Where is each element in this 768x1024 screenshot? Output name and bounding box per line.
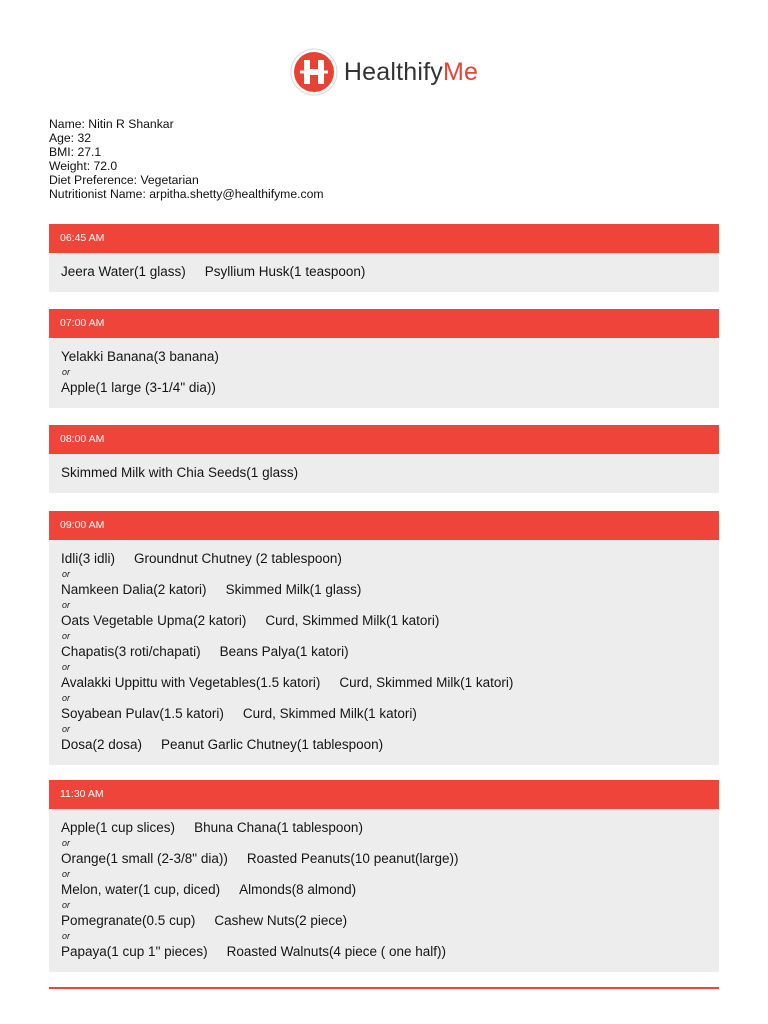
meal-option-row xyxy=(61,736,707,753)
food-item: Jeera Water(1 glass) xyxy=(61,264,186,279)
profile-weight: Weight: 72.0 xyxy=(49,158,118,173)
meal-option-row xyxy=(61,348,707,365)
or-separator: or xyxy=(62,931,71,941)
meal-option-row xyxy=(61,643,707,660)
or-separator: or xyxy=(62,838,71,848)
meal-option-row xyxy=(61,819,707,836)
food-item: Papaya(1 cup 1" pieces) xyxy=(61,944,208,959)
brand-name-main: Healthify xyxy=(343,57,443,86)
or-separator: or xyxy=(62,662,71,672)
food-item: Apple(1 cup slices) xyxy=(61,820,176,835)
food-item: Curd, Skimmed Milk(1 katori) xyxy=(242,706,417,721)
meal-time-header: 11:30 AM xyxy=(49,780,719,809)
food-item: Skimmed Milk with Chia Seeds(1 glass) xyxy=(61,465,299,480)
meal-time-header: 09:00 AM xyxy=(49,511,719,540)
food-item: Beans Palya(1 katori) xyxy=(219,644,349,659)
meal-option-row xyxy=(61,912,707,929)
or-separator: or xyxy=(62,367,71,377)
or-separator: or xyxy=(62,869,71,879)
food-item: Roasted Peanuts(10 peanut(large)) xyxy=(246,851,459,866)
profile-age: Age: 32 xyxy=(49,130,92,145)
meal-options xyxy=(49,809,719,972)
food-item: Roasted Walnuts(4 piece ( one half)) xyxy=(226,944,446,959)
food-item: Curd, Skimmed Milk(1 katori) xyxy=(339,675,514,690)
food-item: Cashew Nuts(2 piece) xyxy=(214,913,348,928)
food-item: Namkeen Dalia(2 katori) xyxy=(61,582,207,597)
or-separator: or xyxy=(62,569,71,579)
meal-option-row xyxy=(61,943,707,960)
food-item: Orange(1 small (2-3/8" dia)) xyxy=(61,851,228,866)
meal-section xyxy=(49,425,719,493)
food-item: Idli(3 idli) xyxy=(61,551,116,566)
meal-section xyxy=(49,511,719,765)
or-separator: or xyxy=(62,693,71,703)
food-item: Skimmed Milk(1 glass) xyxy=(225,582,362,597)
food-item: Peanut Garlic Chutney(1 tablespoon) xyxy=(161,737,384,752)
meal-time-header: 08:00 AM xyxy=(49,425,719,454)
food-item: Oats Vegetable Upma(2 katori) xyxy=(61,613,247,628)
food-item: Apple(1 large (3-1/4" dia)) xyxy=(61,380,216,395)
meal-section xyxy=(49,224,719,292)
healthifyme-logo-icon xyxy=(290,48,338,96)
meal-option-row xyxy=(61,263,707,280)
meal-option-row xyxy=(61,550,707,567)
brand-logo xyxy=(0,48,768,96)
meal-option-row xyxy=(61,674,707,691)
brand-name-accent: Me xyxy=(442,57,479,86)
food-item: Soyabean Pulav(1.5 katori) xyxy=(61,706,224,721)
meal-time-header: 06:45 AM xyxy=(49,224,719,253)
food-item: Almonds(8 almond) xyxy=(239,882,357,897)
meal-options xyxy=(49,540,719,765)
profile-name: Name: Nitin R Shankar xyxy=(49,117,174,131)
food-item: Groundnut Chutney (2 tablespoon) xyxy=(134,551,342,566)
meal-option-row xyxy=(61,705,707,722)
meal-section xyxy=(49,309,719,408)
meal-section xyxy=(49,780,719,972)
meal-option-row xyxy=(61,464,707,481)
profile-info xyxy=(49,118,324,201)
profile-nutritionist: Nutritionist Name: arpitha.shetty@healthifyme.com xyxy=(49,186,324,201)
food-item: Curd, Skimmed Milk(1 katori) xyxy=(265,613,440,628)
brand-name xyxy=(344,58,478,87)
meal-option-row xyxy=(61,581,707,598)
meal-options xyxy=(49,454,719,493)
or-separator: or xyxy=(62,600,71,610)
food-item: Pomegranate(0.5 cup) xyxy=(61,913,196,928)
food-item: Avalakki Uppittu with Vegetables(1.5 katori) xyxy=(61,675,321,690)
food-item: Dosa(2 dosa) xyxy=(61,737,143,752)
profile-diet: Diet Preference: Vegetarian xyxy=(49,172,199,187)
or-separator: or xyxy=(62,631,71,641)
meal-time-header: 07:00 AM xyxy=(49,309,719,338)
or-separator: or xyxy=(62,900,71,910)
section-divider xyxy=(49,987,719,989)
meal-option-row xyxy=(61,850,707,867)
food-item: Melon, water(1 cup, diced) xyxy=(61,882,221,897)
meal-option-row xyxy=(61,612,707,629)
or-separator: or xyxy=(62,724,71,734)
food-item: Chapatis(3 roti/chapati) xyxy=(61,644,201,659)
meal-options xyxy=(49,253,719,292)
meal-option-row xyxy=(61,881,707,898)
food-item: Bhuna Chana(1 tablespoon) xyxy=(194,820,363,835)
meal-options xyxy=(49,338,719,408)
food-item: Yelakki Banana(3 banana) xyxy=(61,349,219,364)
meal-option-row xyxy=(61,379,707,396)
profile-bmi: BMI: 27.1 xyxy=(49,144,102,159)
food-item: Psyllium Husk(1 teaspoon) xyxy=(204,264,366,279)
